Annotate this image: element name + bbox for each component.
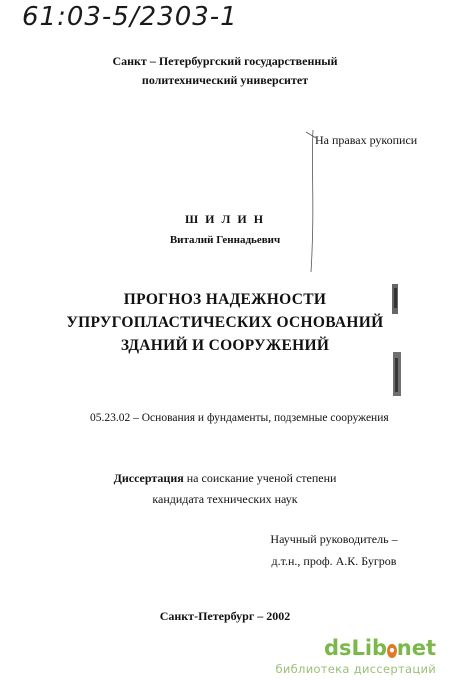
watermark-subtitle: библиотека диссертаций xyxy=(275,662,436,676)
specialty-code: 05.23.02 – Основания и фундаменты, подземные сооружения xyxy=(90,412,389,424)
archive-code-handwritten: 61:03-5/2303-1 xyxy=(22,2,238,32)
university-line-1: Санкт – Петербургский государственный xyxy=(112,54,338,68)
dissertation-degree xyxy=(0,468,450,510)
place-and-year: Санкт-Петербург – 2002 xyxy=(159,609,291,623)
author-surname: Ш И Л И Н xyxy=(184,212,266,226)
watermark-logo-dot: • xyxy=(388,644,396,658)
watermark-logo-right: net xyxy=(396,636,436,660)
scan-noise-marks xyxy=(388,282,406,402)
scan-artifact-line xyxy=(296,126,330,276)
dissertation-word: Диссертация xyxy=(113,471,184,485)
dissertation-line-2: кандидата технических наук xyxy=(152,492,298,506)
scientific-advisor xyxy=(218,528,450,572)
rights-note: На правах рукописи xyxy=(315,133,418,147)
watermark-logo-left: dsLib xyxy=(323,636,388,660)
author-name: Виталий Геннадьевич xyxy=(169,234,281,246)
university-name xyxy=(0,52,450,90)
dissertation-title xyxy=(0,288,450,357)
advisor-label: Научный руководитель – xyxy=(270,532,398,546)
dslib-watermark xyxy=(275,637,436,676)
title-line-2: УПРУГОПЛАСТИЧЕСКИХ ОСНОВАНИЙ xyxy=(66,314,384,331)
advisor-name: д.т.н., проф. А.К. Бугров xyxy=(271,554,397,568)
university-line-2: политехнический университет xyxy=(141,73,309,87)
watermark-logo xyxy=(275,637,436,662)
dissertation-line-1-rest: на соискание ученой степени xyxy=(183,471,337,485)
title-line-1: ПРОГНОЗ НАДЕЖНОСТИ xyxy=(123,291,327,308)
dissertation-line-1 xyxy=(0,468,450,489)
title-line-3: ЗДАНИЙ И СООРУЖЕНИЙ xyxy=(120,337,330,354)
